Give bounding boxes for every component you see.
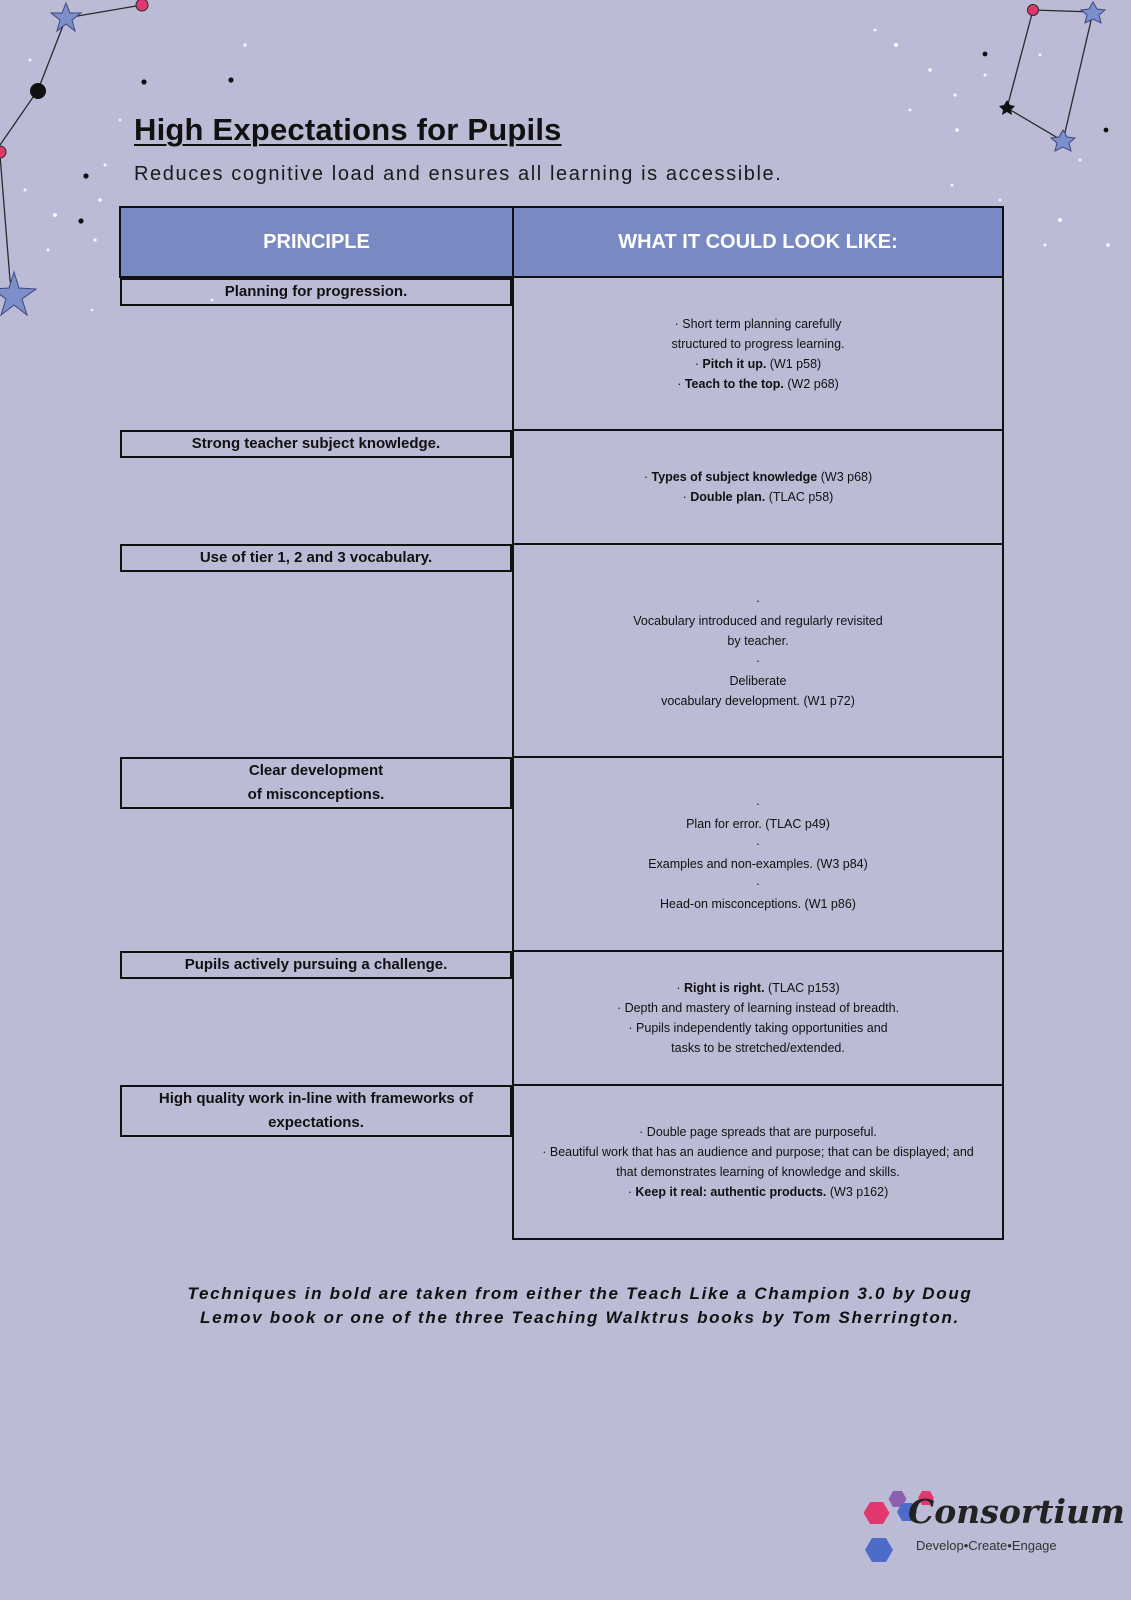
detail-line [524,874,992,894]
technique-name: Types of subject knowledge [651,470,818,484]
page-subtitle: Reduces cognitive load and ensures all learning is accessible. [134,163,783,185]
star-icon [51,3,81,31]
table-row [120,951,1003,1085]
detail-line [524,1018,992,1038]
table-row [120,430,1003,544]
detail-text: tasks to be stretched/extended. [671,1041,845,1055]
detail-text: Examples and non-examples. (W3 p84) [648,857,868,871]
detail-line [524,591,992,611]
detail-text: Plan for error. (TLAC p49) [686,817,830,831]
detail-line [524,854,992,874]
detail-text: · [676,981,685,995]
technique-name: Right is right. [684,981,765,995]
detail-line [524,978,992,998]
detail-line [524,1122,992,1142]
principle-cell: Planning for progression. [120,278,512,306]
principle-cell: High quality work in-line with frameworks of expectations. [120,1085,512,1137]
technique-name: Pitch it up. [702,356,767,371]
logo-tagline: Develop•Create•Engage [916,1538,1057,1553]
principles-table [119,206,1004,1240]
detail-text: · [755,653,761,668]
detail-line [524,487,992,507]
detail-text: (W1 p58) [766,356,822,371]
detail-line [524,1038,992,1058]
detail-text: · [694,356,703,371]
detail-line [524,314,992,334]
column-header-principle: PRINCIPLE [120,207,513,277]
detail-text: · [627,1185,636,1199]
consortium-logo [864,1488,1125,1578]
principle-cell: Use of tier 1, 2 and 3 vocabulary. [120,544,512,572]
detail-text: (W3 p162) [826,1185,889,1199]
principle-cell: Strong teacher subject knowledge. [120,430,512,458]
detail-line [524,631,992,651]
detail-text: vocabulary development. (W1 p72) [661,693,855,708]
detail-line [524,334,992,354]
detail-text: Deliberate [729,673,787,688]
detail-text: · [643,470,652,484]
detail-cell [513,277,1003,430]
footnote: Techniques in bold are taken from either the Teach Like a Champion 3.0 by Doug Lemov book or one of the three Teaching Walktrus books by Tom Sherrington. [187,1284,973,1327]
detail-text: · Short term planning carefully [674,316,842,331]
detail-text: · [755,593,761,608]
star-icon [1051,130,1075,151]
technique-name: Teach to the top. [684,376,784,391]
table-row [120,1085,1003,1239]
detail-text: · [677,376,685,391]
detail-line [524,894,992,914]
detail-text: (TLAC p58) [765,490,834,504]
detail-text: (W2 p68) [783,376,839,391]
technique-name: Keep it real: authentic products. [635,1185,827,1199]
detail-text: Vocabulary introduced and regularly revisited [633,613,883,628]
detail-line [524,354,992,374]
page-title: High Expectations for Pupils [134,112,562,147]
detail-text: · [755,877,761,891]
detail-text: structured to progress learning. [671,336,845,351]
detail-text: · Depth and mastery of learning instead of breadth. [616,1001,900,1015]
detail-cell [513,951,1003,1085]
detail-text: · [682,490,691,504]
detail-text: by teacher. [727,633,789,648]
principle-cell: Pupils actively pursuing a challenge. [120,951,512,979]
detail-line [524,374,992,394]
detail-line [524,1142,992,1162]
table-row [120,544,1003,757]
star-icon [0,272,36,315]
table-row [120,757,1003,951]
detail-line [524,1182,992,1202]
detail-text: · [755,797,761,811]
detail-line [524,814,992,834]
detail-line [524,794,992,814]
detail-line [524,691,992,711]
detail-line [524,467,992,487]
technique-name: Double plan. [690,490,766,504]
principle-cell: Clear development of misconceptions. [120,757,512,809]
star-icon [1081,2,1105,23]
table-header-row [120,207,1003,277]
detail-line [524,611,992,631]
detail-text: · [755,837,761,851]
detail-text: · Beautiful work that has an audience and purpose; that can be displayed; and [542,1145,974,1159]
detail-text: (TLAC p153) [764,981,840,995]
logo-name: Consortium [908,1492,1125,1531]
detail-line [524,651,992,671]
column-header-what-it-looks-like: WHAT IT COULD LOOK LIKE: [513,207,1003,277]
star-icon [999,100,1015,115]
detail-cell [513,430,1003,544]
detail-text: (W3 p68) [817,470,873,484]
detail-line [524,671,992,691]
detail-text: · Double page spreads that are purposeful. [639,1125,877,1139]
detail-cell [513,757,1003,951]
detail-text: · Pupils independently taking opportunities and [628,1021,888,1035]
detail-cell [513,1085,1003,1239]
detail-cell [513,544,1003,757]
table-row [120,277,1003,430]
detail-line [524,1162,992,1182]
detail-text: Head-on misconceptions. (W1 p86) [660,897,856,911]
detail-text: that demonstrates learning of knowledge and skills. [616,1165,900,1179]
detail-line [524,998,992,1018]
detail-line [524,834,992,854]
